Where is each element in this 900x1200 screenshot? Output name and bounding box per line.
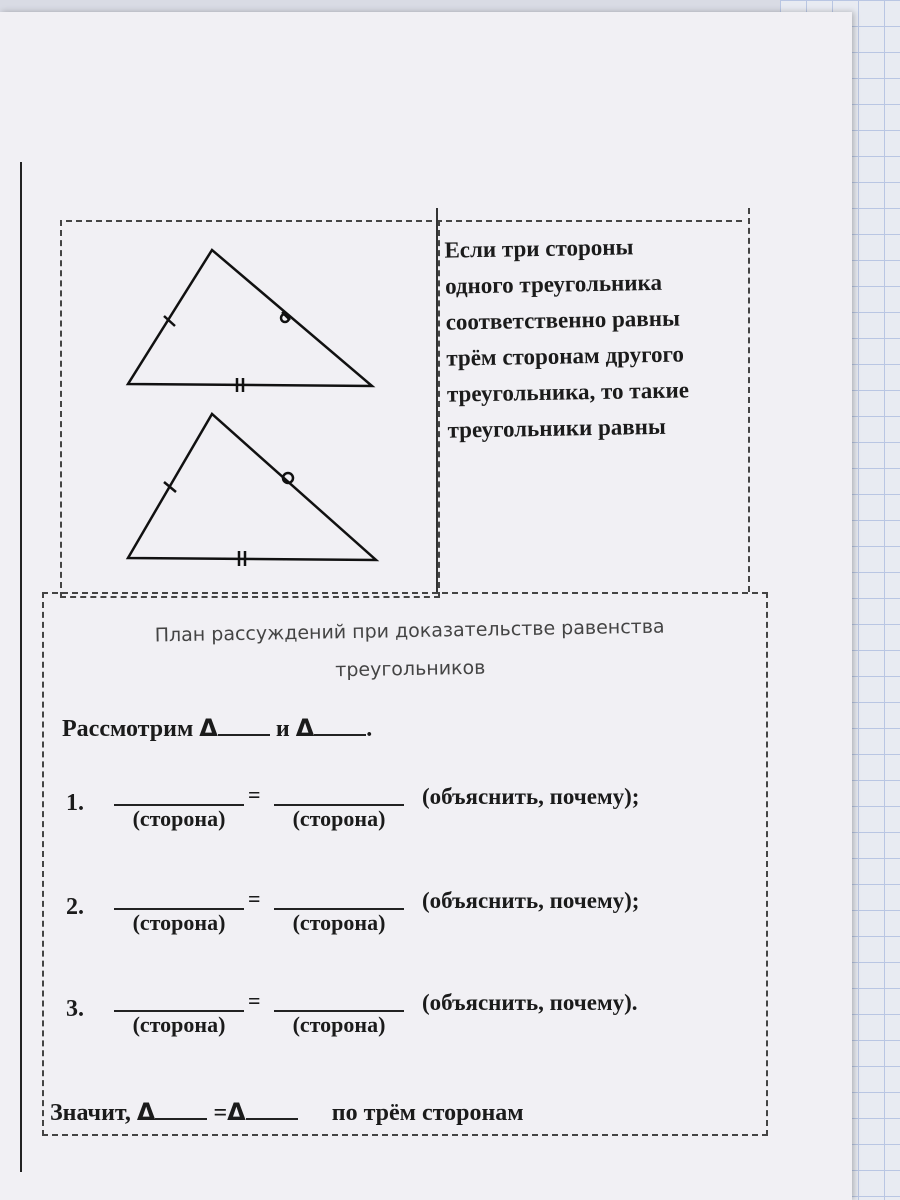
side-blank[interactable]: (сторона)	[274, 804, 404, 832]
consider-prefix: Рассмотрим	[62, 716, 194, 742]
step-2	[62, 886, 762, 946]
explain-text: (объяснить, почему);	[422, 784, 640, 809]
triangle-symbol: Δ	[295, 714, 315, 742]
plan-title-line2: треугольников	[335, 656, 486, 682]
triangle-symbol: Δ	[199, 714, 218, 742]
triangle-symbol: Δ	[227, 1098, 246, 1126]
plan-title-line1: План рассуждений при доказательстве равенства	[154, 615, 665, 647]
step-number: 1.	[66, 790, 84, 816]
blank-triangle-4[interactable]	[246, 1096, 298, 1120]
tick-single-bottom	[164, 482, 176, 492]
consider-line	[62, 712, 372, 743]
side-blank[interactable]: (сторона)	[274, 1010, 404, 1038]
side-blank[interactable]: (сторона)	[114, 1010, 244, 1038]
step-number: 2.	[66, 894, 84, 920]
side-blank[interactable]: (сторона)	[114, 804, 244, 832]
equals-sign: =	[248, 782, 261, 807]
side-blank[interactable]: (сторона)	[114, 908, 244, 936]
step-1	[62, 782, 762, 842]
conclusion-suffix: по трём сторонам	[331, 1100, 524, 1126]
equals-sign: =	[213, 1100, 228, 1126]
consider-end: .	[366, 716, 373, 742]
triangle-bottom	[128, 414, 376, 566]
step-number: 3.	[66, 996, 84, 1022]
consider-and: и	[275, 716, 290, 742]
blank-triangle-3[interactable]	[155, 1096, 207, 1120]
equals-sign: =	[248, 886, 261, 911]
explain-text: (объяснить, почему).	[422, 990, 638, 1015]
tick-mark-top	[281, 314, 289, 322]
side-blank[interactable]: (сторона)	[274, 908, 404, 936]
margin-line	[20, 162, 22, 1172]
triangle-symbol: Δ	[136, 1098, 156, 1126]
conclusion-prefix: Значит,	[50, 1100, 131, 1126]
blank-triangle-1[interactable]	[218, 712, 270, 736]
step-3	[62, 988, 762, 1048]
explain-text: (объяснить, почему);	[422, 888, 640, 913]
worksheet	[0, 12, 852, 1200]
blank-triangle-2[interactable]	[314, 712, 366, 736]
equals-sign: =	[248, 988, 261, 1013]
plan-title	[79, 606, 740, 694]
triangle-top	[128, 250, 372, 392]
theorem-text: Если три стороны одного треугольника соответственно равны трём сторонам другого треугольника, то такие треугольники равны	[444, 234, 690, 443]
conclusion-line	[50, 1096, 524, 1127]
congruent-triangles-figure	[100, 232, 400, 582]
